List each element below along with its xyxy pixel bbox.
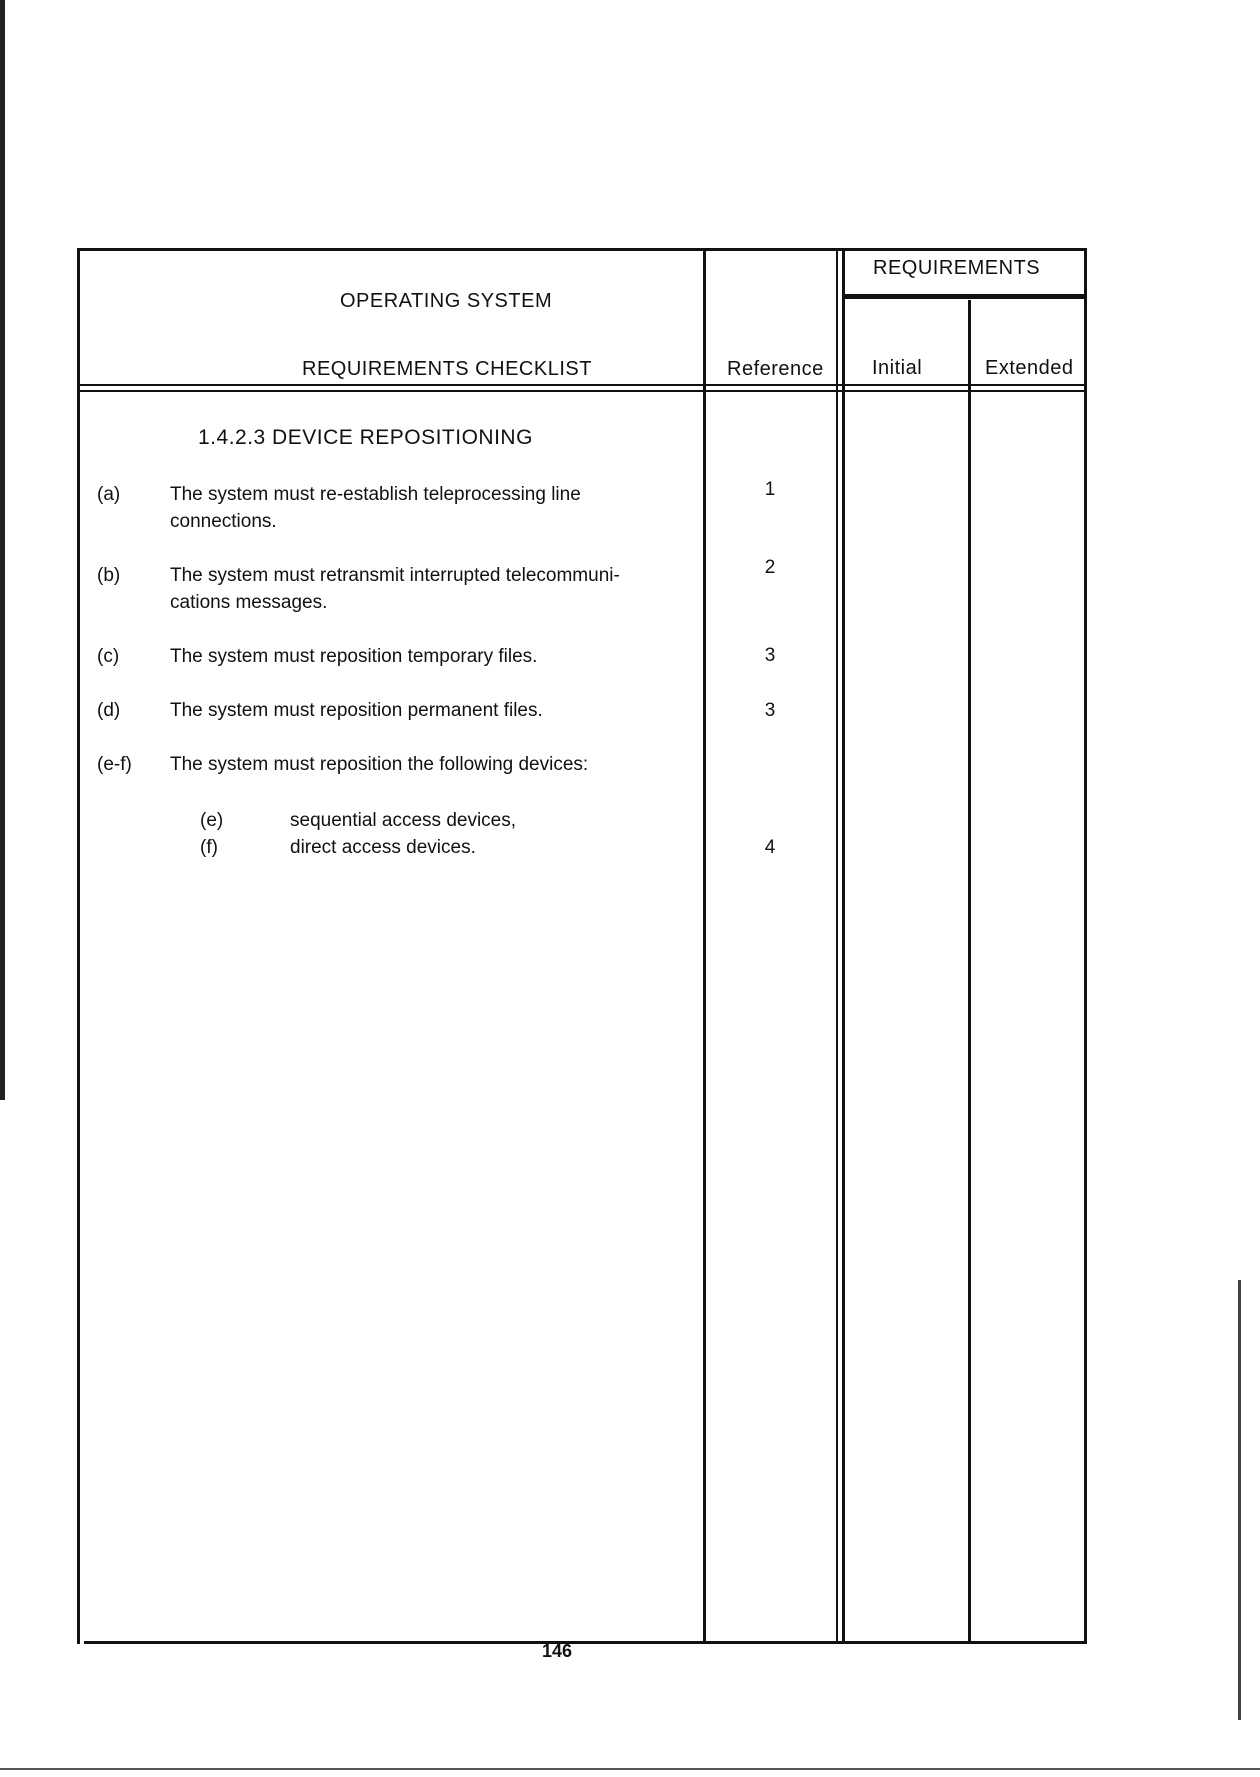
subitem-label: (f) <box>200 837 218 858</box>
item-reference: 3 <box>764 645 776 666</box>
extended-column-header: Extended <box>985 357 1074 379</box>
item-text: The system must retransmit interrupted telecommuni- <box>170 565 620 586</box>
item-reference: 2 <box>764 557 776 578</box>
item-label: (a) <box>97 484 121 505</box>
subitem-text: sequential access devices, <box>290 810 517 831</box>
section-heading: 1.4.2.3 DEVICE REPOSITIONING <box>198 426 533 449</box>
subitem-text: direct access devices. <box>290 837 476 858</box>
requirements-header: REQUIREMENTS <box>873 257 1041 279</box>
title-line-2: REQUIREMENTS CHECKLIST <box>302 358 592 380</box>
item-text: The system must reposition the following devices: <box>170 754 589 775</box>
item-label: (b) <box>97 565 121 586</box>
page-number: 146 <box>542 1641 573 1661</box>
item-text: The system must re-establish teleprocessing line <box>170 484 581 505</box>
scan-edge-bottom <box>0 1768 1260 1770</box>
item-text: The system must reposition temporary files. <box>170 646 538 667</box>
item-reference: 1 <box>764 479 776 500</box>
item-reference: 3 <box>764 700 776 721</box>
scan-edge-right <box>1238 1280 1241 1720</box>
item-label: (c) <box>97 646 120 667</box>
item-text: cations messages. <box>170 592 328 613</box>
item-label: (e-f) <box>97 754 132 775</box>
item-label: (d) <box>97 700 121 721</box>
reference-column-header: Reference <box>727 358 824 380</box>
initial-column-header: Initial <box>872 357 923 379</box>
item-text: connections. <box>170 511 277 532</box>
subitem-label: (e) <box>200 810 224 831</box>
title-line-1: OPERATING SYSTEM <box>340 290 553 312</box>
item-text: The system must reposition permanent files. <box>170 700 543 721</box>
subitems-reference: 4 <box>764 837 776 858</box>
scan-edge-left <box>0 0 5 1100</box>
